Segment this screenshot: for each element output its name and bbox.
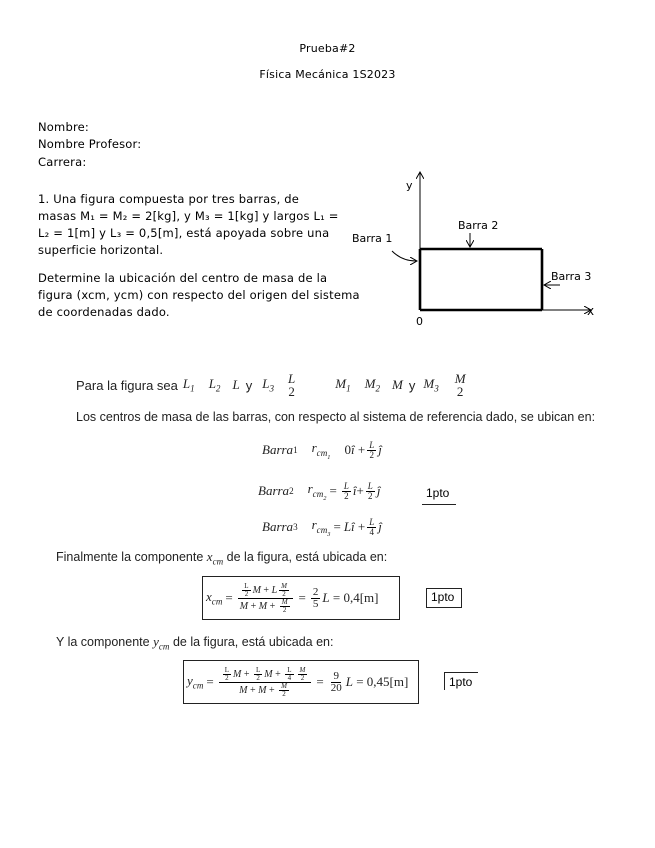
professor-label: Nombre Profesor: [38,137,142,151]
intro-y: y [245,377,253,393]
bars-diagram [340,165,610,330]
xcm-formula: $x_{cm}$ = $\frac{L}{2}$ M + L $\frac{M}{2}$ M + M + $\frac{M}{2}$ = $\frac{2}{5}$ L = 0,4[m] [206,581,379,614]
ycm-frac-num: 9 [333,669,339,682]
points-badge-3: 1pto [449,675,473,689]
centers-text: Los centros de masa de las barras, con respecto al sistema de referencia dado, se ubican en: [76,410,596,424]
barra-1-equation: Barra 1 $r_{cm_1}$ 0î + $\frac{L}{2}$ ĵ [262,439,382,461]
points-3-bracket-top [444,672,478,674]
points-3-bracket-left [444,672,446,690]
intro-line: Para la figura sea $L_1$ $L_2$ L y $L_3$ L 2 $M_1$ $M_2$ M y $M_3$ M 2 [76,371,466,399]
ycm-text: Y la componente $y_{cm}$ de la figura, está ubicada en: [56,634,334,652]
ycm-frac-den: 20 [330,681,342,694]
barra-2-label: Barra [258,483,290,499]
barra-3-label: Barra [262,519,294,535]
xcm-text-suffix: de la figura, está ubicada en: [226,550,388,564]
problem-line-3: L₂ = 1[m] y L₃ = 0,5[m], está apoyada sobre una [38,226,330,240]
page-title: Prueba#2 [299,42,356,55]
origin-label: 0 [416,315,423,328]
bar-1-pointer [392,251,416,261]
ycm-result: = 0,45[m] [356,674,409,689]
xcm-result: = 0,4[m] [332,590,379,605]
xcm-frac-num: 2 [312,585,319,598]
problem-statement [38,191,339,259]
y-axis-label: y [406,179,413,192]
points-badge-1: 1pto [426,486,450,500]
task-line-1: Determine la ubicación del centro de masa de la [38,271,328,285]
ycm-formula: $y_{cm}$ = $\frac{L}{2}$ M + $\frac{L}{2}$ M + $\frac{L}{4}$ $\frac{M}{2}$ M + M + $\frac{M}{2}$ = $\frac{9}{20}$ L = 0,45[m] [187,665,409,698]
intro-prefix: Para la figura sea [76,377,178,393]
name-label: Nombre: [38,120,89,134]
ycm-text-prefix: Y la componente [56,635,150,649]
x-axis-label: x [587,304,595,318]
barra-3-sub: 3 [293,522,298,533]
problem-line-4: superficie horizontal. [38,243,164,257]
bar-2-label: Barra 2 [458,219,499,232]
task-line-3: de coordenadas dado. [38,305,170,319]
problem-line-1: 1. Una figura compuesta por tres barras, de [38,192,300,206]
barra-3-equation: Barra 3 $r_{cm_3}$ = L î + $\frac{L}{4}$ ĵ [262,516,382,538]
barra-2-sub: 2 [289,486,294,497]
barra-1-sub: 1 [293,445,298,456]
xcm-text-prefix: Finalmente la componente [56,550,204,564]
bar-3-label: Barra 3 [551,270,592,283]
barra-2-equation: Barra 2 $r_{cm_2}$ = $\frac{L}{2}$ î + $\frac{L}{2}$ ĵ [258,480,381,502]
barra-1-label: Barra [262,442,294,458]
ycm-text-suffix: de la figura, está ubicada en: [172,635,334,649]
bar-1-label: Barra 1 [352,232,393,245]
career-label: Carrera: [38,155,87,169]
task-line-2: figura (xcm, ycm) con respecto del origen del sistema [38,288,360,302]
course-subtitle: Física Mecánica 1S2023 [259,68,396,81]
xcm-text: Finalmente la componente $x_{cm}$ de la figura, está ubicada en: [56,549,388,567]
points-badge-2: 1pto [431,590,455,604]
problem-task [38,270,360,321]
problem-line-2: masas M₁ = M₂ = 2[kg], y M₃ = 1[kg] y largos L₁ = [38,209,339,223]
xcm-frac-den: 5 [312,597,319,610]
pto-1-underline [422,503,456,505]
intro-y2: y [408,377,416,393]
